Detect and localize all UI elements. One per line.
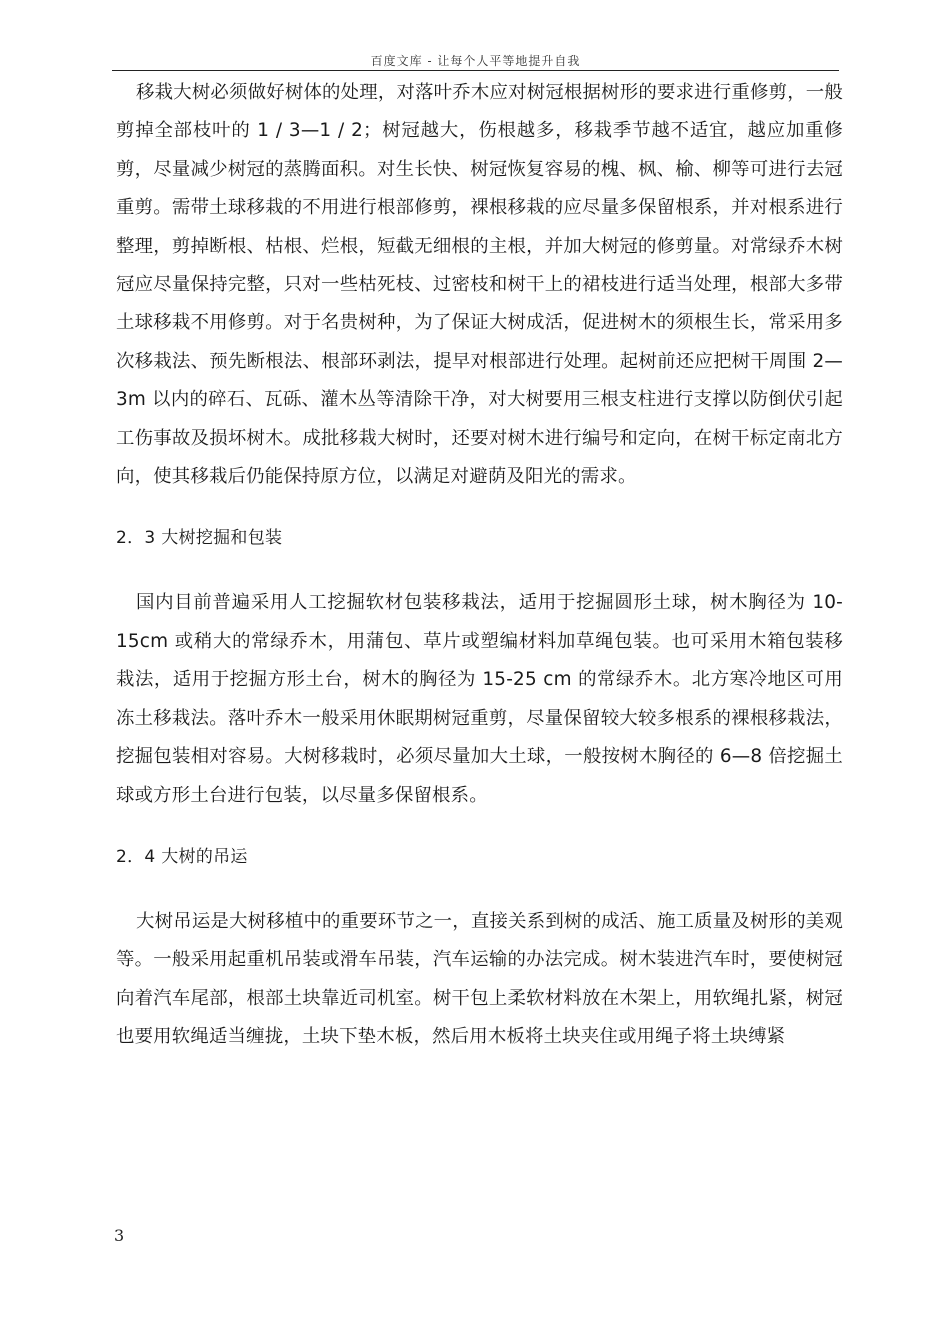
paragraph-hoisting-transport: 大树吊运是大树移植中的重要环节之一，直接关系到树的成活、施工质量及树形的美观等。一般采用起重机吊装或滑车吊装，汽车运输的办法完成。树木装进汽车时，要使树冠向着汽车尾部，根部土块靠近司机室。树干包上柔软材料放在木架上，用软绳扎紧，树冠也要用软绳适当缠拢，土块下垫木板，然后用木板将土块夹住或用绳子将土块缚紧 — [116, 910, 843, 1048]
paragraph-tree-pruning: 移栽大树必须做好树体的处理，对落叶乔木应对树冠根据树形的要求进行重修剪，一般剪掉全部枝叶的 1 / 3—1 / 2；树冠越大，伤根越多，移栽季节越不适宜，越应加重修剪，尽量减少树冠的蒸腾面积。对生长快、树冠恢复容易的槐、枫、榆、柳等可进行去冠重剪。需带土球移栽的不用进行根部修剪，裸根移栽的应尽量多保留根系，并对根系进行整理，剪掉断根、枯根、烂根，短截无细根的主根，并加大树冠的修剪量。对常绿乔木树冠应尽量保持完整，只对一些枯死枝、过密枝和树干上的裙枝进行适当处理，根部大多带土球移栽不用修剪。对于名贵树种，为了保证大树成活，促进树木的须根生长，常采用多次移栽法、预先断根法、根部环剥法，提早对根部进行处理。起树前还应把树干周围 2—3m 以内的碎石、瓦砾、灌木丛等清除干净，对大树要用三根支柱进行支撑以防倒伏引起工伤事故及损坏树木。成批移栽大树时，还要对树木进行编号和定向，在树干标定南北方向，使其移栽后仍能保持原方位，以满足对避荫及阳光的需求。 — [116, 82, 843, 488]
document-body — [116, 74, 843, 1057]
paragraph-digging-packing: 国内目前普遍采用人工挖掘软材包装移栽法，适用于挖掘圆形土球，树木胸径为 10-15cm 或稍大的常绿乔木，用蒲包、草片或塑编材料加草绳包装。也可采用木箱包装移栽法，适用于挖掘方形土台，树木的胸径为 15-25 cm 的常绿乔木。北方寒冷地区可用冻土移栽法。落叶乔木一般采用休眠期树冠重剪，尽量保留较大较多根系的裸根移栽法，挖掘包装相对容易。大树移栽时，必须尽量加大土球，一般按树木胸径的 6—8 倍挖掘土球或方形土台进行包装，以尽量多保留根系。 — [116, 592, 843, 806]
section-heading-2-4: 2．4 大树的吊运 — [116, 846, 248, 867]
page-header — [112, 50, 839, 71]
header-text: 百度文库 - 让每个人平等地提升自我 — [370, 54, 581, 68]
section-heading-2-3: 2．3 大树挖掘和包装 — [116, 528, 283, 549]
page-number: 3 — [114, 1226, 125, 1245]
